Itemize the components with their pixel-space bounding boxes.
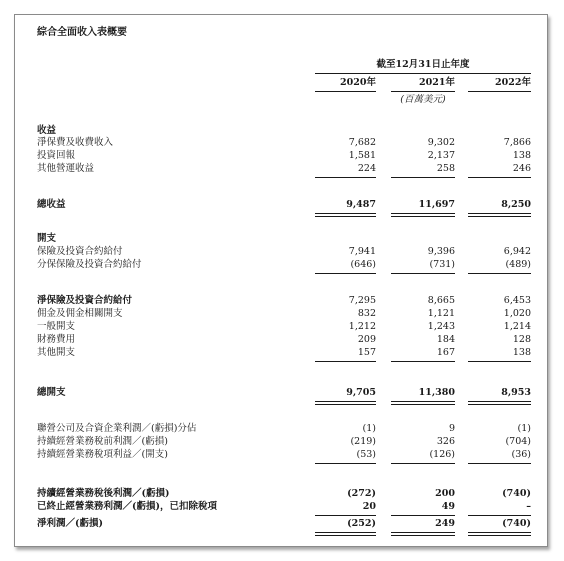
subtotal-rule bbox=[315, 177, 376, 178]
unit-label: (百萬美元) bbox=[400, 94, 446, 105]
total-rule bbox=[315, 532, 376, 536]
subtotal-rule bbox=[315, 273, 376, 274]
row-label: 其他營運收益 bbox=[37, 163, 95, 174]
cell-2020: 1,581 bbox=[348, 150, 376, 161]
row-label: 持續經營業務稅前利潤／(虧損) bbox=[37, 436, 168, 447]
statement-frame bbox=[14, 14, 548, 547]
subtotal-rule bbox=[468, 177, 531, 178]
cell-2021: 9,302 bbox=[427, 137, 455, 148]
row-label: 投資回報 bbox=[37, 150, 76, 161]
cell-2020: 224 bbox=[357, 163, 376, 174]
cell-2022: (740) bbox=[502, 518, 531, 529]
cell-2022: 8,953 bbox=[501, 387, 531, 398]
total-rule bbox=[315, 401, 376, 405]
subtotal-rule bbox=[391, 177, 455, 178]
year-rule-1 bbox=[315, 91, 376, 92]
cell-2021: 49 bbox=[441, 501, 455, 512]
cell-2022: 246 bbox=[512, 163, 531, 174]
cell-2020: 7,295 bbox=[348, 295, 376, 306]
total-rule bbox=[391, 532, 455, 536]
subtotal-rule bbox=[315, 515, 376, 516]
row-label: 聯營公司及合資企業利潤／(虧損)分佔 bbox=[37, 423, 197, 434]
year-2022: 2022年 bbox=[495, 77, 531, 88]
total-rule bbox=[391, 401, 455, 405]
cell-2020: 7,941 bbox=[348, 246, 376, 257]
cell-2020: 1,212 bbox=[348, 321, 376, 332]
row-label: 已終止經營業務利潤／(虧損)，已扣除稅項 bbox=[37, 501, 217, 512]
cell-2021: 249 bbox=[435, 518, 455, 529]
cell-2022: 1,020 bbox=[503, 308, 531, 319]
cell-2022: 7,866 bbox=[503, 137, 531, 148]
cell-2021: 326 bbox=[436, 436, 455, 447]
subtotal-rule bbox=[468, 361, 531, 362]
cell-2021: 167 bbox=[436, 347, 455, 358]
total-rule bbox=[391, 213, 455, 217]
cell-2022: 1,214 bbox=[503, 321, 531, 332]
subtotal-rule bbox=[391, 515, 455, 516]
cell-2022: 138 bbox=[512, 150, 531, 161]
cell-2022: 6,942 bbox=[503, 246, 531, 257]
cell-2022: 128 bbox=[512, 334, 531, 345]
subtotal-rule bbox=[468, 463, 531, 464]
subtotal-rule bbox=[391, 361, 455, 362]
year-rule-3 bbox=[468, 91, 531, 92]
statement-title: 綜合全面收入表概要 bbox=[37, 27, 127, 38]
period-header-rule bbox=[315, 73, 531, 74]
cell-2020: (646) bbox=[350, 259, 376, 270]
subtotal-rule bbox=[468, 515, 531, 516]
row-label: 其他開支 bbox=[37, 347, 76, 358]
cell-2022: (1) bbox=[517, 423, 531, 434]
total-rule bbox=[468, 532, 531, 536]
cell-2021: 1,243 bbox=[427, 321, 455, 332]
cell-2021: 8,665 bbox=[427, 295, 455, 306]
cell-2022: (36) bbox=[511, 449, 531, 460]
subtotal-rule bbox=[391, 273, 455, 274]
row-label: 財務費用 bbox=[37, 334, 76, 345]
cell-2020: 209 bbox=[357, 334, 376, 345]
cell-2021: 11,380 bbox=[418, 387, 455, 398]
row-label: 淨保險及投資合約給付 bbox=[37, 295, 133, 306]
cell-2020: (219) bbox=[350, 436, 376, 447]
row-label: 保險及投資合約給付 bbox=[37, 246, 123, 257]
cell-2022: 138 bbox=[512, 347, 531, 358]
cell-2020: 7,682 bbox=[348, 137, 376, 148]
cell-2021: 11,697 bbox=[418, 199, 455, 210]
cell-2021: (731) bbox=[429, 259, 455, 270]
subtotal-rule bbox=[315, 463, 376, 464]
cell-2022: – bbox=[526, 501, 531, 512]
net-profit-label: 淨利潤／(虧損) bbox=[37, 518, 103, 529]
total-rule bbox=[468, 401, 531, 405]
revenue-heading: 收益 bbox=[37, 125, 57, 136]
cell-2022: (489) bbox=[505, 259, 531, 270]
total-rule bbox=[468, 213, 531, 217]
cell-2020: 157 bbox=[357, 347, 376, 358]
cell-2020: (252) bbox=[347, 518, 376, 529]
subtotal-rule bbox=[468, 273, 531, 274]
row-label: 淨保費及收費收入 bbox=[37, 137, 114, 148]
cell-2021: 200 bbox=[435, 488, 455, 499]
row-label: 佣金及佣金相關開支 bbox=[37, 308, 123, 319]
subtotal-rule bbox=[315, 361, 376, 362]
cell-2020: 9,705 bbox=[346, 387, 376, 398]
cell-2020: (1) bbox=[362, 423, 376, 434]
cell-2021: (126) bbox=[429, 449, 455, 460]
row-label: 分保保險及投資合約給付 bbox=[37, 259, 142, 270]
subtotal-rule bbox=[391, 463, 455, 464]
row-label: 一般開支 bbox=[37, 321, 76, 332]
row-label: 持續經營業務稅項利益／(開支) bbox=[37, 449, 168, 460]
cell-2021: 1,121 bbox=[427, 308, 455, 319]
expenses-heading: 開支 bbox=[37, 233, 57, 244]
cell-2021: 9 bbox=[448, 423, 455, 434]
year-2021: 2021年 bbox=[419, 77, 455, 88]
year-2020: 2020年 bbox=[340, 77, 376, 88]
cell-2021: 9,396 bbox=[427, 246, 455, 257]
cell-2021: 2,137 bbox=[427, 150, 455, 161]
total-expenses-label: 總開支 bbox=[37, 387, 66, 398]
cell-2022: 8,250 bbox=[501, 199, 531, 210]
row-label: 持續經營業務稅後利潤／(虧損) bbox=[37, 488, 170, 499]
cell-2020: 20 bbox=[362, 501, 376, 512]
cell-2021: 258 bbox=[436, 163, 455, 174]
period-header: 截至12月31日止年度 bbox=[376, 59, 470, 70]
total-revenue-label: 總收益 bbox=[37, 199, 66, 210]
cell-2020: (272) bbox=[347, 488, 376, 499]
cell-2021: 184 bbox=[436, 334, 455, 345]
cell-2022: 6,453 bbox=[503, 295, 531, 306]
cell-2022: (740) bbox=[502, 488, 531, 499]
total-rule bbox=[315, 213, 376, 217]
cell-2020: 832 bbox=[357, 308, 376, 319]
cell-2020: 9,487 bbox=[346, 199, 376, 210]
cell-2020: (53) bbox=[356, 449, 376, 460]
cell-2022: (704) bbox=[505, 436, 531, 447]
year-rule-2 bbox=[391, 91, 455, 92]
